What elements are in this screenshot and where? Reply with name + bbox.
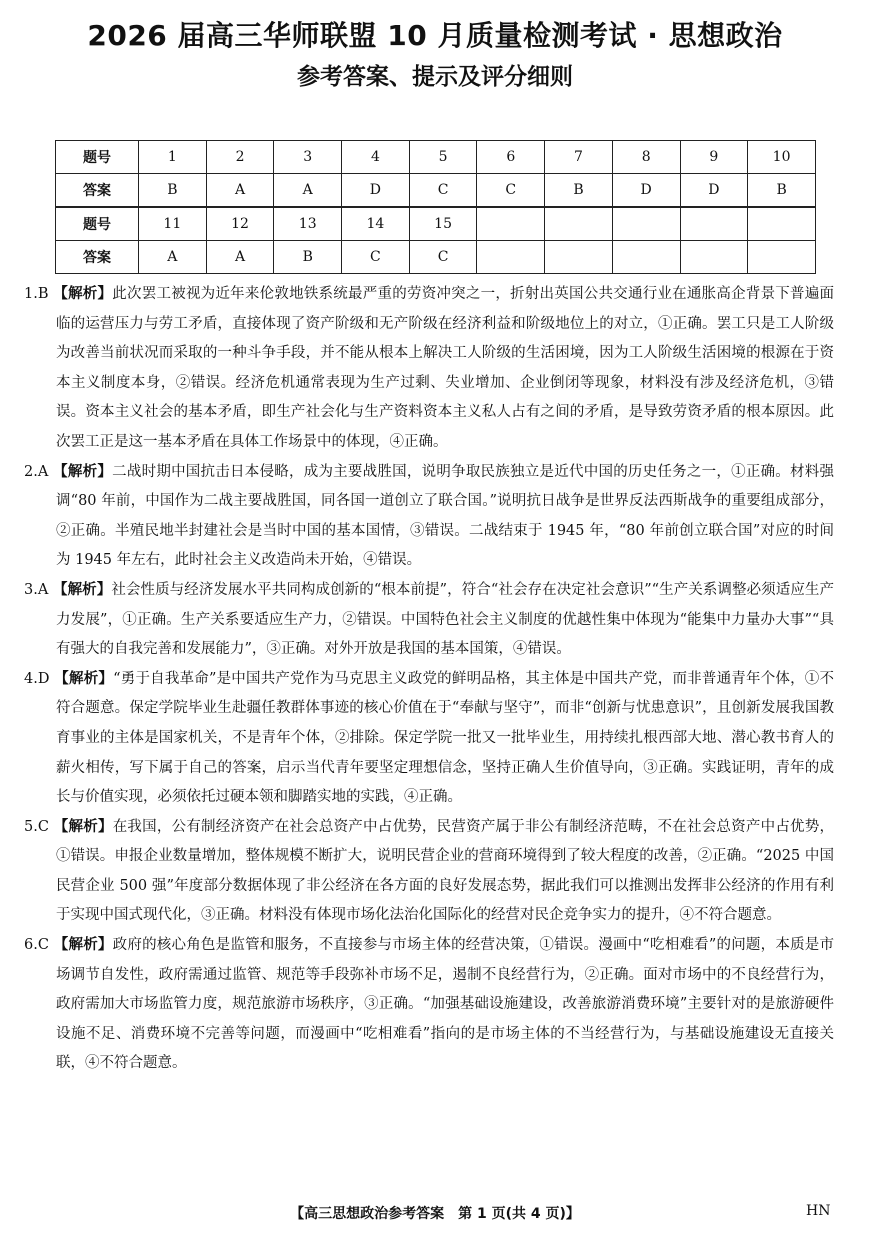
item-number: 1.B xyxy=(24,286,49,302)
question-number: 2 xyxy=(206,141,274,174)
answer-letter: A xyxy=(206,174,274,208)
item-number: 5.C xyxy=(24,818,49,835)
answer-row xyxy=(56,174,816,208)
answer-letter: D xyxy=(342,174,410,208)
question-number: 6 xyxy=(477,141,545,174)
answer-letter xyxy=(545,241,613,274)
answer-letter: B xyxy=(748,174,816,208)
item-number: 3.A xyxy=(24,581,49,598)
answer-letter: A xyxy=(274,174,342,208)
analysis-text: 此次罢工被视为近年来伦敦地铁系统最严重的劳资冲突之一，折射出英国公共交通行业在通胀高企背景下普遍面临的运营压力与劳工矛盾，直接体现了资产阶级和无产阶级在经济利益和阶级地位上的对立，①正确。罢工只是工人阶级为改善当前状况而采取的一种斗争手段，并不能从根本上解决工人阶级的生活困境，因为工人阶级生活困境的根源在于资本主义制度本身，②错误。经济危机通常表现为生产过剩、失业增加、企业倒闭等现象，材料没有涉及经济危机，③错误。资本主义社会的基本矛盾，即生产社会化与生产资料资本主义私人占有之间的矛盾，是导致劳资矛盾的根本原因。此次罢工正是这一基本矛盾在具体工作场景中的体现，④正确。 xyxy=(56,286,834,450)
item-number: 6.C xyxy=(24,937,49,954)
item-number: 4.D xyxy=(24,670,50,687)
question-number: 12 xyxy=(206,207,274,241)
question-row xyxy=(56,207,816,241)
answer-letter xyxy=(612,241,680,274)
question-number: 8 xyxy=(612,141,680,174)
answer-letter: C xyxy=(342,241,410,274)
answer-letter: D xyxy=(612,174,680,208)
answer-row xyxy=(56,241,816,274)
analysis-text: “勇于自我革命”是中国共产党作为马克思主义政党的鲜明品格，其主体是中国共产党，而非普通青年个体，①不符合题意。保定学院毕业生赴疆任教群体事迹的核心价值在于“奉献与坚守”，而非“创新与忧患意识”，且创新发展我国教育事业的主体是国家机关，不是青年个体，②排除。保定学院一批又一批毕业生，用持续扎根西部大地、潜心教书育人的薪火相传，写下属于自己的答案，启示当代青年要坚定理想信念，坚持正确人生价值导向，③正确。实践证明，青年的成长与价值实现，必须依托过硬本领和脚踏实地的实践，④正确。 xyxy=(56,670,835,806)
analysis-item-3 xyxy=(24,576,834,665)
row-label-answer: 答案 xyxy=(56,241,139,274)
answer-letter: B xyxy=(545,174,613,208)
answer-letter: B xyxy=(274,241,342,274)
answer-letter: C xyxy=(409,174,477,208)
question-number: 13 xyxy=(274,207,342,241)
question-number: 7 xyxy=(545,141,613,174)
analysis-item-4 xyxy=(24,665,834,813)
answer-letter: B xyxy=(139,174,207,208)
analysis-text: 二战时期中国抗击日本侵略，成为主要战胜国，说明争取民族独立是近代中国的历史任务之一，①正确。材料强调“80 年前，中国作为二战主要战胜国，同各国一道创立了联合国。”说明抗日战争是世界反法西斯战争的重要组成部分，②正确。半殖民地半封建社会是当时中国的基本国情，③错误。二战结束于 1945 年，“80 年前创立联合国”对应的时间为 1945 年左右，此时社会主义改造尚未开始，④错误。 xyxy=(56,463,835,569)
analysis-text: 政府的核心角色是监管和服务，不直接参与市场主体的经营决策，①错误。漫画中“吃相难看”的问题，本质是市场调节自发性，政府需通过监管、规范等手段弥补市场不足，遏制不良经营行为，②正确。面对市场中的不良经营行为，政府需加大市场监管力度，规范旅游市场秩序，③正确。“加强基础设施建设，改善旅游消费环境”主要针对的是旅游硬件设施不足、消费环境不完善等问题，而漫画中“吃相难看”指向的是市场主体的不当经营行为，与基础设施建设无直接关联，④不符合题意。 xyxy=(56,937,835,1072)
analysis-text: 在我国，公有制经济资产在社会总资产中占优势，民营资产属于非公有制经济范畴，不在社会总资产中占优势，①错误。申报企业数量增加，整体规模不断扩大，说明民营企业的营商环境得到了较大程度的改善，②正确。“2025 中国民营企业 500 强”年度部分数据体现了非公经济在各方面的良好发展态势，据此我们可以推测出发挥非公经济的作用有利于实现中国式现代化，③正确。材料没有体现市场化法治化国际化的经营对民企竞争实力的提升，④不符合题意。 xyxy=(56,818,835,924)
analysis-tag: 【解析】 xyxy=(54,670,114,687)
analysis-item-5 xyxy=(24,813,834,931)
answer-table xyxy=(55,140,816,274)
question-number xyxy=(477,207,545,241)
answer-letter xyxy=(477,241,545,274)
analysis-tag: 【解析】 xyxy=(53,937,113,954)
question-number: 3 xyxy=(274,141,342,174)
question-number xyxy=(545,207,613,241)
analysis-item-2 xyxy=(24,458,834,576)
answer-letter xyxy=(748,241,816,274)
answer-letter: C xyxy=(409,241,477,274)
question-number: 9 xyxy=(680,141,748,174)
analysis-tag: 【解析】 xyxy=(53,581,112,598)
region-code: HN xyxy=(806,1203,831,1219)
question-row xyxy=(56,141,816,174)
analysis-text: 社会性质与经济发展水平共同构成创新的“根本前提”，符合“社会存在决定社会意识”“生产关系调整必须适应生产力发展”，①正确。生产关系要适应生产力，②错误。中国特色社会主义制度的优越性集中体现为“能集中力量办大事”“具有强大的自我完善和发展能力”，③正确。对外开放是我国的基本国策，④错误。 xyxy=(56,581,835,658)
answer-letter xyxy=(680,241,748,274)
answer-letter: A xyxy=(139,241,207,274)
question-number xyxy=(612,207,680,241)
analysis-tag: 【解析】 xyxy=(53,463,113,480)
question-number: 5 xyxy=(409,141,477,174)
answer-letter: D xyxy=(680,174,748,208)
page-footer: 【高三思想政治参考答案 第 1 页(共 4 页)】 xyxy=(290,1206,580,1222)
answer-letter: A xyxy=(206,241,274,274)
document-subtitle: 参考答案、提示及评分细则 xyxy=(297,64,573,90)
answer-letter: C xyxy=(477,174,545,208)
question-number xyxy=(680,207,748,241)
row-label-question: 题号 xyxy=(56,207,139,241)
row-label-question: 题号 xyxy=(56,141,139,174)
analysis-tag: 【解析】 xyxy=(53,818,113,835)
question-number: 15 xyxy=(409,207,477,241)
question-number: 10 xyxy=(748,141,816,174)
document-title: 2026 届高三华师联盟 10 月质量检测考试 · 思想政治 xyxy=(87,19,783,52)
analysis-tag: 【解析】 xyxy=(53,286,113,302)
question-number xyxy=(748,207,816,241)
analysis-list xyxy=(24,280,834,1079)
question-number: 1 xyxy=(139,141,207,174)
row-label-answer: 答案 xyxy=(56,174,139,208)
question-number: 14 xyxy=(342,207,410,241)
question-number: 11 xyxy=(139,207,207,241)
analysis-item-1 xyxy=(24,280,834,458)
item-number: 2.A xyxy=(24,463,49,480)
analysis-item-6 xyxy=(24,931,834,1079)
question-number: 4 xyxy=(342,141,410,174)
